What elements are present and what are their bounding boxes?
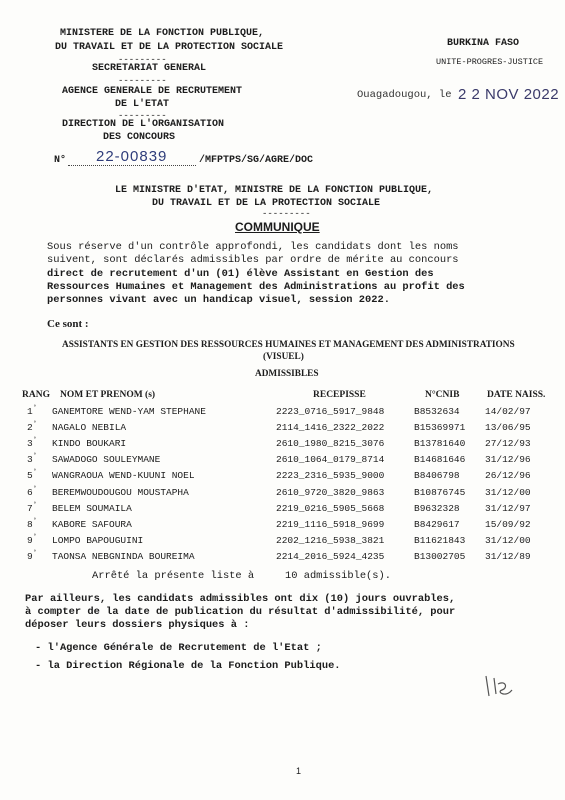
header-recepisse: RECEPISSE (313, 390, 366, 400)
degree-mark: ° (33, 532, 37, 540)
name-cell: LOMPO BAPOUGUINI (52, 534, 144, 546)
cnib-cell: B13002705 (414, 550, 466, 562)
arrete-text: Arrêté la présente liste à (92, 570, 255, 582)
name-cell: NAGALO NEBILA (52, 422, 127, 434)
reference-number: 22-00839 (96, 148, 168, 165)
birthdate-cell: 26/12/96 (485, 470, 531, 482)
admissibles-label: ADMISSIBLES (255, 369, 319, 379)
handwritten-initials (482, 672, 516, 702)
name-cell: KABORE SAFOURA (52, 518, 132, 530)
separator: --------- (262, 209, 311, 219)
intro-line1: Sous réserve d'un contrôle approfondi, les candidats dont les noms (47, 241, 459, 253)
reference-underline (68, 165, 196, 166)
degree-mark: ° (33, 516, 37, 524)
reference-suffix: /MFPTPS/SG/AGRE/DOC (199, 155, 314, 166)
closing-line1: Par ailleurs, les candidats admissibles ont dix (10) jours ouvrables, (25, 593, 456, 605)
name-cell: TAONSA NEBGNINDA BOUREIMA (52, 550, 195, 562)
rank-cell: 8 (27, 518, 33, 530)
bullet-item: - l'Agence Générale de Recrutement de l'Etat ; (35, 642, 322, 654)
rank-cell: 7 (27, 502, 33, 514)
page-number: 1 (296, 766, 302, 776)
recepisse-cell: 2114_1416_2322_2022 (276, 422, 385, 434)
section-title-line2: (VISUEL) (263, 352, 304, 362)
agency-name-line2: DE L'ETAT (115, 99, 170, 110)
name-cell: SAWADOGO SOULEYMANE (52, 454, 161, 466)
place-date-label: Ouagadougou, le (357, 89, 452, 101)
cnib-cell: B14681646 (414, 454, 466, 466)
name-cell: BEREMWOUDOUGOU MOUSTAPHA (52, 486, 189, 498)
ministry-name-line2: DU TRAVAIL ET DE LA PROTECTION SOCIALE (55, 42, 284, 53)
direction-name-line2: DES CONCOURS (103, 132, 176, 143)
header-rang: RANG (22, 390, 50, 400)
name-cell: GANEMTORE WEND-YAM STEPHANE (52, 406, 206, 417)
rank-cell: 2 (27, 422, 33, 434)
date-stamp: 2 2 NOV 2022 (458, 86, 560, 103)
intro-line3: direct de recrutement d'un (01) élève Assistant en Gestion des (47, 268, 434, 280)
intro-line5: personnes vivant avec un handicap visuel, session 2022. (47, 294, 390, 306)
closing-line2: à compter de la date de publication du résultat d'admissibilité, pour (25, 606, 456, 618)
reference-prefix: N° (54, 155, 67, 166)
birthdate-cell: 13/06/95 (485, 422, 531, 434)
minister-title-line1: LE MINISTRE D'ETAT, MINISTRE DE LA FONCTION PUBLIQUE, (115, 185, 434, 196)
rank-cell: 1 (27, 406, 33, 417)
header-date: DATE NAISS. (487, 390, 546, 400)
cnib-cell: B9632328 (414, 502, 460, 514)
bullet-item: - la Direction Régionale de la Fonction Publique. (35, 660, 341, 672)
rank-cell: 5 (27, 470, 33, 482)
rank-cell: 9 (27, 534, 33, 546)
ce-sont-label: Ce sont : (47, 318, 89, 330)
separator: --------- (118, 76, 167, 86)
recepisse-cell: 2202_1216_5938_3821 (276, 534, 385, 546)
recepisse-cell: 2214_2016_5924_4235 (276, 550, 385, 562)
name-cell: BELEM SOUMAILA (52, 502, 132, 514)
name-cell: WANGRAOUA WEND-KUUNI NOEL (52, 470, 195, 482)
rank-cell: 3 (27, 438, 33, 450)
closing-line3: déposer leurs dossiers physiques à : (25, 619, 250, 631)
recepisse-cell: 2223_2316_5935_9000 (276, 470, 385, 482)
birthdate-cell: 14/02/97 (485, 406, 531, 417)
name-cell: KINDO BOUKARI (52, 438, 127, 450)
ministry-name-line1: MINISTERE DE LA FONCTION PUBLIQUE, (60, 28, 265, 39)
birthdate-cell: 31/12/96 (485, 454, 531, 466)
rank-cell: 9 (27, 550, 33, 562)
separator: --------- (118, 111, 167, 121)
recepisse-cell: 2223_0716_5917_9848 (276, 406, 385, 417)
cnib-cell: B8429617 (414, 518, 460, 530)
recepisse-cell: 2610_1980_8215_3076 (276, 438, 385, 450)
birthdate-cell: 27/12/93 (485, 438, 531, 450)
recepisse-cell: 2610_1064_0179_8714 (276, 454, 385, 466)
agency-name-line1: AGENCE GENERALE DE RECRUTEMENT (62, 86, 243, 97)
secretariat-general: SECRETARIAT GENERAL (92, 63, 207, 74)
cnib-cell: B13781640 (414, 438, 466, 450)
degree-mark: ° (33, 404, 37, 411)
birthdate-cell: 31/12/00 (485, 534, 531, 546)
rank-cell: 3 (27, 454, 33, 466)
birthdate-cell: 31/12/97 (485, 502, 531, 514)
degree-mark: ° (33, 452, 37, 460)
degree-mark: ° (33, 484, 37, 492)
cnib-cell: B11621843 (414, 534, 466, 546)
birthdate-cell: 15/09/92 (485, 518, 531, 530)
separator: --------- (118, 55, 167, 65)
intro-line2: suivent, sont déclarés admissibles par ordre de mérite au concours (47, 254, 459, 266)
rank-cell: 6 (27, 486, 33, 498)
header-cnib: N°CNIB (425, 390, 460, 400)
degree-mark: ° (33, 500, 37, 508)
recepisse-cell: 2219_0216_5905_5668 (276, 502, 385, 514)
birthdate-cell: 31/12/89 (485, 550, 531, 562)
birthdate-cell: 31/12/00 (485, 486, 531, 498)
national-motto: UNITE-PROGRES-JUSTICE (436, 57, 544, 67)
cnib-cell: B8406798 (414, 470, 460, 482)
section-title-line1: ASSISTANTS EN GESTION DES RESSOURCES HUMAINES ET MANAGEMENT DES ADMINISTRATIONS (62, 340, 515, 350)
arrete-count: 10 admissible(s). (285, 570, 392, 582)
degree-mark: ° (33, 468, 37, 476)
intro-line4: Ressources Humaines et Management des Administrations au profit des (47, 281, 465, 293)
recepisse-cell: 2219_1116_5918_9699 (276, 518, 385, 530)
header-nom: NOM ET PRENOM (s) (60, 390, 156, 400)
degree-mark: ° (33, 420, 37, 428)
cnib-cell: B15369971 (414, 422, 466, 434)
direction-name-line1: DIRECTION DE L'ORGANISATION (62, 119, 225, 130)
country-name: BURKINA FASO (447, 38, 520, 49)
recepisse-cell: 2610_9720_3820_9863 (276, 486, 385, 498)
degree-mark: ° (33, 436, 37, 444)
page-title: COMMUNIQUE (235, 220, 320, 234)
cnib-cell: B8532634 (414, 406, 460, 417)
degree-mark: ° (33, 548, 37, 556)
cnib-cell: B10876745 (414, 486, 466, 498)
minister-title-line2: DU TRAVAIL ET DE LA PROTECTION SOCIALE (152, 198, 381, 209)
